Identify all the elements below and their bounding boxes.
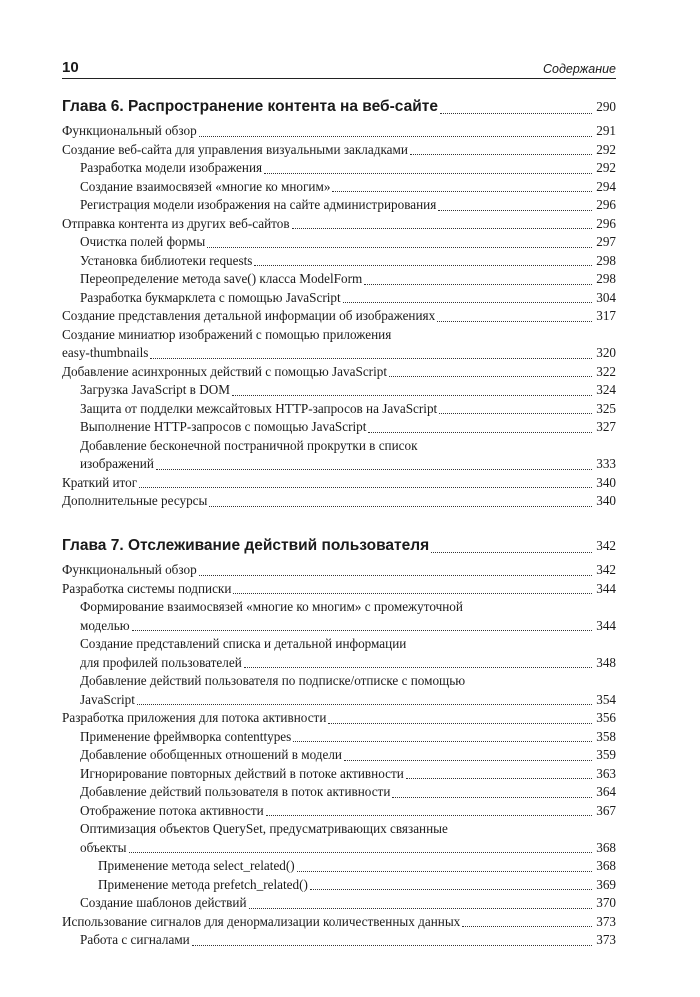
toc-entry-title-line: Добавление бесконечной постраничной прокрутки в список bbox=[80, 437, 418, 453]
dot-leader bbox=[150, 358, 592, 359]
toc-entry-page: 356 bbox=[596, 710, 616, 725]
toc-entry-title: Защита от подделки межсайтовых HTTP-запросов на JavaScript bbox=[80, 400, 438, 416]
toc-entry-page: 317 bbox=[596, 308, 616, 323]
toc-entry-row bbox=[62, 307, 616, 326]
toc-entry-row bbox=[80, 931, 616, 950]
toc-entry-row bbox=[80, 270, 616, 289]
dot-leader bbox=[292, 228, 592, 229]
toc-entry[interactable] bbox=[62, 857, 616, 876]
toc-entry[interactable] bbox=[62, 820, 616, 857]
toc-entry-title: Применение фреймворка contenttypes bbox=[80, 728, 292, 744]
toc-entry-title: Разработка букмарклета с помощью JavaScript bbox=[80, 289, 341, 305]
toc-entry[interactable] bbox=[62, 289, 616, 308]
dot-leader bbox=[410, 154, 592, 155]
chapter-7-heading[interactable] bbox=[62, 535, 616, 557]
chapter-title: Глава 6. Распространение контента на веб-сайте bbox=[62, 98, 438, 115]
toc-entry-row bbox=[62, 492, 616, 511]
toc-entry-page: 344 bbox=[596, 617, 616, 633]
toc-entry-page: 291 bbox=[596, 123, 616, 138]
toc-entry-title: Установка библиотеки requests bbox=[80, 252, 253, 268]
toc-entry-title: Создание шаблонов действий bbox=[80, 895, 247, 910]
toc-entry-row bbox=[80, 252, 616, 271]
toc-entry-page: 325 bbox=[596, 400, 616, 416]
toc-entry-page: 342 bbox=[596, 562, 616, 577]
toc-entry-row bbox=[80, 691, 616, 710]
toc-entry[interactable] bbox=[62, 561, 616, 580]
toc-entry-page: 297 bbox=[596, 234, 616, 249]
toc-entry-page: 320 bbox=[596, 345, 616, 360]
toc-entry-row bbox=[80, 381, 616, 400]
dot-leader bbox=[156, 469, 592, 470]
toc-entry-page: 340 bbox=[596, 493, 616, 508]
toc-entry[interactable] bbox=[62, 418, 616, 437]
dot-leader bbox=[297, 871, 592, 872]
toc-entry-page: 367 bbox=[596, 802, 616, 818]
toc-entry-row bbox=[62, 122, 616, 141]
toc-entry-page: 344 bbox=[596, 580, 616, 596]
toc-entry[interactable] bbox=[62, 802, 616, 821]
dot-leader bbox=[310, 889, 592, 890]
toc-entry-row bbox=[80, 178, 616, 197]
chapter-6-section bbox=[62, 96, 616, 511]
toc-entry-row bbox=[80, 418, 616, 437]
toc-entry[interactable] bbox=[62, 894, 616, 913]
toc-entry[interactable] bbox=[62, 252, 616, 271]
toc-entry[interactable] bbox=[62, 215, 616, 234]
toc-entry-title: Переопределение метода save() класса ModelForm bbox=[80, 271, 363, 286]
toc-entry-page: 322 bbox=[596, 363, 616, 379]
toc-entry-title-line: Создание миниатюр изображений с помощью приложения bbox=[62, 326, 392, 342]
toc-entry-page: 368 bbox=[596, 858, 616, 873]
toc-entry[interactable] bbox=[62, 746, 616, 765]
toc-entry-row bbox=[62, 141, 616, 160]
toc-entry-title: Применение метода prefetch_related() bbox=[98, 876, 308, 892]
toc-entry-page: 363 bbox=[596, 765, 616, 781]
toc-entry-row bbox=[62, 215, 616, 234]
running-header: Содержание bbox=[543, 62, 616, 76]
toc-entry[interactable] bbox=[62, 307, 616, 326]
dot-leader bbox=[437, 321, 592, 322]
toc-entry-title: Отправка контента из других веб-сайтов bbox=[62, 215, 290, 231]
toc-entry-row bbox=[80, 455, 616, 474]
dot-leader bbox=[266, 815, 592, 816]
toc-entry-page: 333 bbox=[596, 456, 616, 471]
toc-entry-page: 359 bbox=[596, 747, 616, 762]
dot-leader bbox=[209, 506, 592, 507]
dot-leader bbox=[139, 487, 592, 488]
toc-entry-page: 368 bbox=[596, 839, 616, 855]
toc-entry-row bbox=[80, 765, 616, 784]
toc-entry-row bbox=[80, 196, 616, 215]
toc-entry-title: Очистка полей формы bbox=[80, 234, 206, 249]
toc-entry-title-line: Добавление действий пользователя по подписке/отписке с помощью bbox=[80, 673, 466, 688]
dot-leader bbox=[332, 191, 592, 192]
dot-leader bbox=[328, 723, 592, 724]
toc-entry[interactable] bbox=[62, 598, 616, 635]
toc-entry-page: 373 bbox=[596, 932, 616, 947]
toc-entry-title: Разработка модели изображения bbox=[80, 160, 263, 175]
toc-entry[interactable] bbox=[62, 783, 616, 802]
toc-entry-row bbox=[80, 894, 616, 913]
toc-entry[interactable] bbox=[62, 876, 616, 895]
page-header bbox=[62, 52, 616, 76]
toc-entry-row bbox=[62, 580, 616, 599]
toc-entry-title: easy-thumbnails bbox=[62, 345, 149, 360]
toc-entry-title: изображений bbox=[80, 456, 154, 471]
dot-leader bbox=[438, 210, 592, 211]
dot-leader bbox=[254, 265, 592, 266]
toc-entry-title: Отображение потока активности bbox=[80, 802, 264, 818]
toc-entry[interactable] bbox=[62, 474, 616, 493]
toc-entry-title: Краткий итог bbox=[62, 474, 138, 490]
dot-leader bbox=[192, 945, 592, 946]
toc-entry-title: Добавление асинхронных действий с помощью JavaScript bbox=[62, 363, 387, 379]
toc-entry-row bbox=[80, 728, 616, 747]
toc-entry[interactable] bbox=[62, 765, 616, 784]
dot-leader bbox=[232, 395, 592, 396]
toc-entry-page: 294 bbox=[596, 178, 616, 194]
toc-entry-title: Добавление обобщенных отношений в модели bbox=[80, 747, 342, 762]
toc-entry-title: Выполнение HTTP-запросов с помощью JavaScript bbox=[80, 419, 367, 434]
toc-entry-row bbox=[62, 474, 616, 493]
toc-entry-title: объекты bbox=[80, 839, 127, 855]
dot-leader bbox=[343, 302, 592, 303]
toc-entry-row bbox=[80, 783, 616, 802]
header-rule bbox=[62, 78, 616, 79]
toc-entry[interactable] bbox=[62, 363, 616, 382]
dot-leader bbox=[132, 630, 592, 631]
toc-entry-row bbox=[98, 857, 616, 876]
dot-leader bbox=[392, 797, 592, 798]
dot-leader bbox=[389, 376, 592, 377]
chapter-page: 290 bbox=[596, 99, 616, 114]
toc-entry-page: 298 bbox=[596, 271, 616, 286]
toc-entry-row bbox=[80, 839, 616, 858]
toc-entry-page: 354 bbox=[596, 691, 616, 707]
toc-entry-title: Создание веб-сайта для управления визуальными закладками bbox=[62, 141, 408, 157]
dot-leader bbox=[364, 284, 592, 285]
toc-entry[interactable] bbox=[62, 326, 616, 363]
dot-leader bbox=[368, 432, 592, 433]
toc-entry-page: 327 bbox=[596, 419, 616, 434]
toc-entry[interactable] bbox=[62, 400, 616, 419]
chapter-title: Глава 7. Отслеживание действий пользователя bbox=[62, 537, 430, 554]
toc-entry-title: Разработка приложения для потока активности bbox=[62, 710, 327, 725]
toc-entry[interactable] bbox=[62, 580, 616, 599]
dot-leader bbox=[264, 173, 592, 174]
toc-entry-title: Разработка системы подписки bbox=[62, 580, 232, 596]
dot-leader bbox=[129, 852, 592, 853]
toc-entry-page: 304 bbox=[596, 289, 616, 305]
toc-entry-row bbox=[80, 400, 616, 419]
toc-entry-title: Загрузка JavaScript в DOM bbox=[80, 382, 230, 397]
chapter-6-heading[interactable] bbox=[62, 96, 616, 118]
chapter-7-entries bbox=[62, 561, 616, 950]
toc-entry-title: для профилей пользователей bbox=[80, 654, 242, 670]
toc-entry[interactable] bbox=[62, 381, 616, 400]
toc-entry-row bbox=[98, 876, 616, 895]
toc-entry-page: 292 bbox=[596, 160, 616, 175]
toc-entry-page: 340 bbox=[596, 474, 616, 490]
toc-entry-title: Дополнительные ресурсы bbox=[62, 493, 208, 508]
toc-entry-page: 370 bbox=[596, 895, 616, 910]
toc-entry[interactable] bbox=[62, 196, 616, 215]
chapter-7-section bbox=[62, 535, 616, 950]
toc-entry-row bbox=[80, 617, 616, 636]
toc-entry[interactable] bbox=[62, 141, 616, 160]
toc-entry[interactable] bbox=[62, 233, 616, 252]
toc-entry[interactable] bbox=[62, 728, 616, 747]
toc-entry-row bbox=[80, 746, 616, 765]
toc-entry-page: 369 bbox=[596, 876, 616, 892]
dot-leader bbox=[293, 741, 592, 742]
toc-entry-title: Работа с сигналами bbox=[80, 932, 190, 947]
toc-entry-title: Использование сигналов для денормализации количественных данных bbox=[62, 913, 461, 929]
toc-entry-title: Добавление действий пользователя в поток активности bbox=[80, 784, 391, 799]
dot-leader bbox=[406, 778, 592, 779]
toc-entry-page: 348 bbox=[596, 654, 616, 670]
toc-entry[interactable] bbox=[62, 672, 616, 709]
toc-entry-title: Функциональный обзор bbox=[62, 562, 197, 577]
toc-entry-title: Регистрация модели изображения на сайте администрирования bbox=[80, 197, 437, 212]
toc-entry-page: 296 bbox=[596, 215, 616, 231]
toc-entry[interactable] bbox=[62, 178, 616, 197]
toc-entry-row bbox=[80, 159, 616, 178]
chapter-page: 342 bbox=[596, 538, 616, 553]
toc-entry-row bbox=[62, 344, 616, 363]
chapter-6-entries bbox=[62, 122, 616, 511]
dot-leader bbox=[233, 593, 592, 594]
toc-entry-page: 358 bbox=[596, 728, 616, 744]
toc-entry-title: Функциональный обзор bbox=[62, 123, 197, 138]
toc-entry-row bbox=[80, 802, 616, 821]
toc-entry-title: Создание взаимосвязей «многие ко многим» bbox=[80, 178, 331, 194]
toc-entry[interactable] bbox=[62, 635, 616, 672]
toc-entry-title-line: Формирование взаимосвязей «многие ко многим» с промежуточной bbox=[80, 599, 463, 614]
page-number: 10 bbox=[62, 59, 79, 76]
toc-entry[interactable] bbox=[62, 270, 616, 289]
toc-entry-title: JavaScript bbox=[80, 691, 135, 707]
dot-leader bbox=[199, 136, 592, 137]
dot-leader bbox=[440, 113, 592, 114]
dot-leader bbox=[431, 552, 592, 553]
toc-entry[interactable] bbox=[62, 709, 616, 728]
dot-leader bbox=[137, 704, 592, 705]
dot-leader bbox=[344, 760, 592, 761]
toc-entry[interactable] bbox=[62, 913, 616, 932]
dot-leader bbox=[249, 908, 592, 909]
toc-entry-page: 373 bbox=[596, 913, 616, 929]
dot-leader bbox=[207, 247, 592, 248]
toc-entry-title-line: Оптимизация объектов QuerySet, предусматривающих связанные bbox=[80, 821, 448, 836]
toc-entry[interactable] bbox=[62, 122, 616, 141]
toc-entry-title: Применение метода select_related() bbox=[98, 858, 295, 873]
toc-entry-page: 298 bbox=[596, 252, 616, 268]
toc-entry[interactable] bbox=[62, 492, 616, 511]
dot-leader bbox=[439, 413, 592, 414]
toc-entry-row bbox=[80, 233, 616, 252]
dot-leader bbox=[244, 667, 592, 668]
toc-entry-row bbox=[62, 561, 616, 580]
toc-entry-title-line: Создание представлений списка и детальной информации bbox=[80, 636, 407, 651]
toc-entry-title: моделью bbox=[80, 617, 130, 633]
toc-entry-page: 364 bbox=[596, 784, 616, 799]
toc-entry-row bbox=[62, 913, 616, 932]
toc-entry-row bbox=[62, 363, 616, 382]
toc-entry-title: Игнорирование повторных действий в потоке активности bbox=[80, 765, 404, 781]
toc-entry-title: Создание представления детальной информации об изображениях bbox=[62, 308, 436, 323]
toc-entry-page: 292 bbox=[596, 141, 616, 157]
toc-entry[interactable] bbox=[62, 931, 616, 950]
toc-entry-page: 324 bbox=[596, 382, 616, 397]
toc-entry-page: 296 bbox=[596, 197, 616, 212]
toc-entry-row bbox=[62, 709, 616, 728]
toc-entry[interactable] bbox=[62, 159, 616, 178]
toc-entry-row bbox=[80, 654, 616, 673]
toc-entry[interactable] bbox=[62, 437, 616, 474]
dot-leader bbox=[462, 926, 592, 927]
dot-leader bbox=[199, 575, 592, 576]
toc-entry-row bbox=[80, 289, 616, 308]
